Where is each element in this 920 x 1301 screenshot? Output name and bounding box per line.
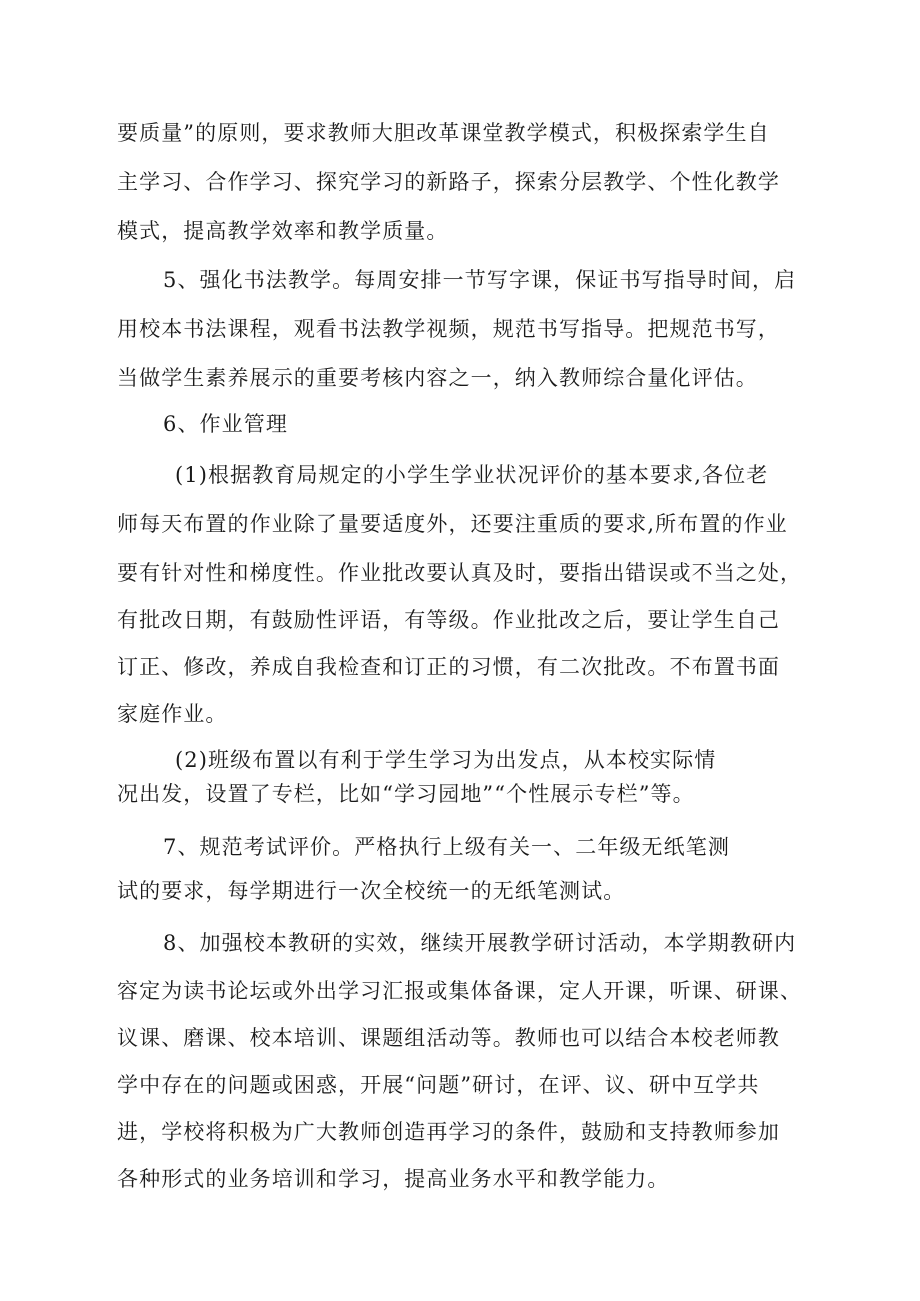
- text-line: 容定为读书论坛或外出学习汇报或集体备课，定人开课，听课、研课、: [117, 979, 803, 1003]
- text-line: 试的要求，每学期进行一次全校统一的无纸笔测试。: [117, 879, 626, 903]
- text-line: 家庭作业。: [117, 702, 228, 726]
- text-line: 要质量”的原则，要求教师大胆改革课堂教学模式，积极探索学生自: [117, 121, 770, 145]
- paragraph-2-start: (2)班级布置以有利于学生学习为出发点，从本校实际情: [175, 748, 717, 772]
- text-line: 况出发，设置了专栏，比如“学习园地”“个性展示专栏”等。: [117, 782, 695, 806]
- text-line: 学中存在的问题或困惑，开展“问题”研讨，在评、议、研中互学共: [117, 1073, 760, 1097]
- text-line: 主学习、合作学习、探究学习的新路子，探索分层教学、个性化教学: [117, 170, 780, 194]
- section-heading-homework: 6、作业管理: [163, 412, 288, 436]
- paragraph-1-start: (1)根据教育局规定的小学生学业状况评价的基本要求,各位老: [175, 463, 769, 487]
- text-line: 议课、磨课、校本培训、课题组活动等。教师也可以结合本校老师教: [117, 1026, 780, 1050]
- paragraph-8-start: 8、加强校本教研的实效，继续开展教学研讨活动，本学期教研内: [163, 931, 797, 955]
- text-line: 要有针对性和梯度性。作业批改要认真及时，要指出错误或不当之处，: [117, 561, 803, 585]
- text-line: 订正、修改，养成自我检查和订正的习惯，有二次批改。不布置书面: [117, 655, 780, 679]
- text-line: 用校本书法课程，观看书法教学视频，规范书写指导。把规范书写，: [117, 317, 780, 341]
- text-line: 模式，提高教学效率和教学质量。: [117, 219, 449, 243]
- text-line: 有批改日期，有鼓励性评语，有等级。作业批改之后，要让学生自己: [117, 608, 780, 632]
- paragraph-5-start: 5、强化书法教学。每周安排一节写字课，保证书写指导时间，启: [163, 268, 797, 292]
- text-line: 当做学生素养展示的重要考核内容之一，纳入教师综合量化评估。: [117, 366, 758, 390]
- paragraph-7-start: 7、规范考试评价。严格执行上级有关一、二年级无纸笔测: [163, 835, 730, 859]
- text-line: 进，学校将积极为广大教师创造再学习的条件，鼓励和支持教师参加: [117, 1120, 780, 1144]
- text-line: 师每天布置的作业除了量要适度外，还要注重质的要求,所布置的作业: [117, 512, 788, 536]
- text-line: 各种形式的业务培训和学习，提高业务水平和教学能力。: [117, 1167, 670, 1191]
